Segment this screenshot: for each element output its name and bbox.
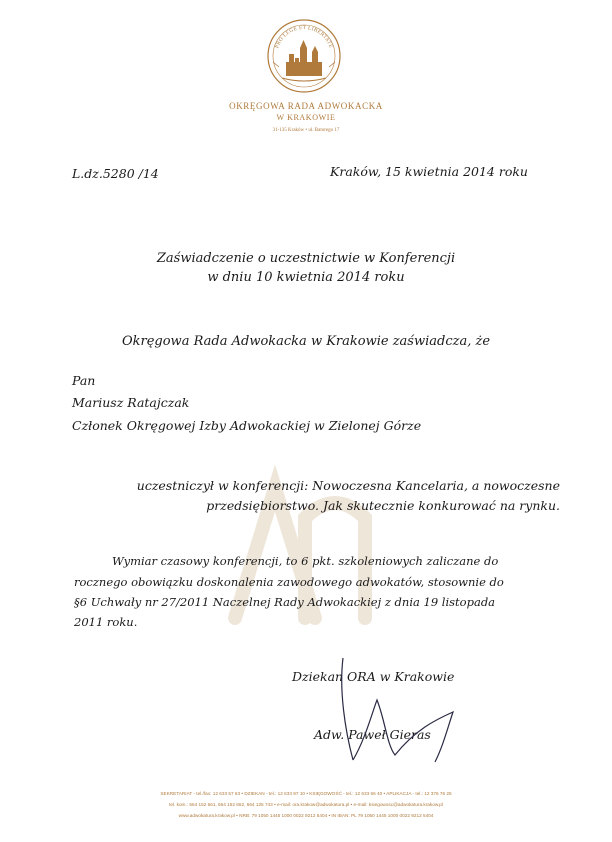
body-line-3: §6 Uchwały nr 27/2011 Naczelnej Rady Adwokackiej z dnia 19 listopada [74, 595, 496, 609]
organization-name: OKRĘGOWA RADA ADWOKACKA [229, 101, 383, 111]
bar-association-seal [266, 18, 342, 94]
participation-line-2: przedsiębiorstwo. Jak skutecznie konkurować na rynku. [206, 498, 560, 513]
organization-city: W KRAKOWIE [276, 113, 336, 122]
body-line-4: 2011 roku. [74, 615, 138, 629]
signatory-name: Adw. Paweł Gieras [314, 727, 431, 742]
certification-statement: Okręgowa Rada Adwokacka w Krakowie zaświadcza, że [121, 334, 491, 349]
recipient-name: Mariusz Ratajczak [72, 395, 190, 410]
seal-motto: PRO LEGE ET LIBERTATE [274, 24, 334, 50]
signatory-title: Dziekan ORA w Krakowie [292, 669, 455, 684]
organization-address: 31-135 Kraków • ul. Batorego 17 [272, 128, 340, 133]
body-line-1: Wymiar czasowy konferencji, to 6 pkt. szkoleniowych zaliczane do [112, 554, 499, 568]
participation-line-1: uczestniczył w konferencji: Nowoczesna Kancelaria, a nowoczesne [136, 478, 560, 493]
document-date: Kraków, 15 kwietnia 2014 roku [330, 164, 528, 179]
footer-bank-details: www.adwokatura.krakow.pl • NRB: 79 1050 1445 1000 0022 9212 5404 • IN IBAN: PL 79 1050 1445 1000 0022 9212 5404 [178, 813, 434, 818]
recipient-salutation: Pan [72, 373, 96, 388]
body-line-2: rocznego obowiązku doskonalenia zawodowego adwokatów, stosownie do [74, 575, 504, 589]
recipient-membership: Członek Okręgowej Izby Adwokackiej w Zielonej Górze [72, 418, 422, 433]
certificate-title-line-2: w dniu 10 kwietnia 2014 roku [207, 270, 405, 285]
handwritten-signature [325, 650, 465, 770]
certificate-title-line-1: Zaświadczenie o uczestnictwie w Konferencji [156, 251, 456, 266]
footer-contact-phones: SEKRETARIAT - tel./fax: 12 633 57 63 • DZIEKAN - tel.: 12 633 97 10 • KSIĘGOWOŚĆ - tel.: 12 633 66 40 • APLIKACJA - tel.: 12 376 76 25 [160, 791, 452, 796]
reference-number: L.dz.5280 /14 [72, 166, 159, 181]
footer-contact-emails: tel. kom.: 664 152 661, 664 152 662, 664 125 743 • e-mail: ora.krakow@adwokatura.pl • e-mail: ksiegowosc@adwokatura.krakow.pl [169, 802, 443, 807]
